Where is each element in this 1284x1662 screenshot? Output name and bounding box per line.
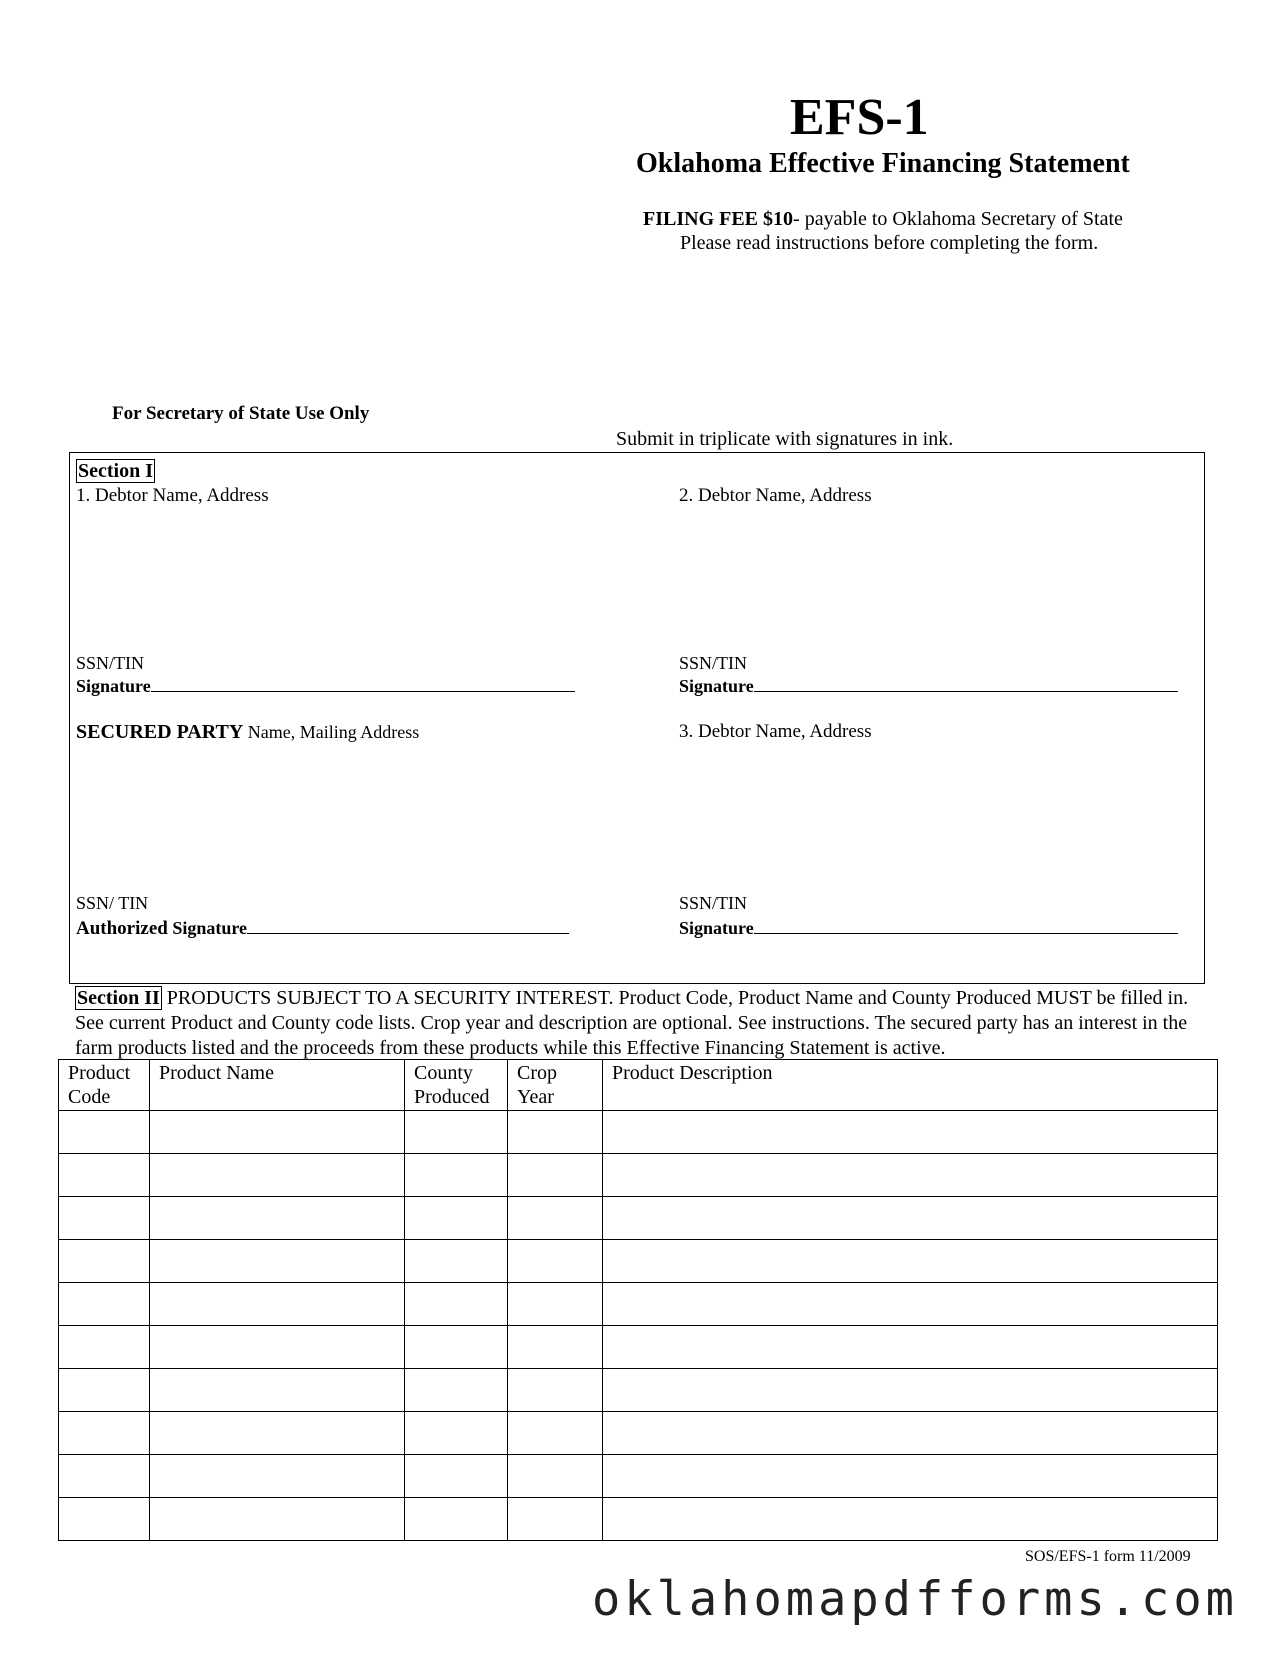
crop-year-cell[interactable] <box>508 1154 603 1197</box>
table-row <box>59 1240 1218 1283</box>
county-produced-cell[interactable] <box>405 1111 508 1154</box>
product-name-cell[interactable] <box>150 1197 405 1240</box>
product-description-cell[interactable] <box>603 1412 1218 1455</box>
product-description-cell[interactable] <box>603 1240 1218 1283</box>
county-produced-cell[interactable] <box>405 1154 508 1197</box>
debtor-2-signature-label: Signature <box>679 676 754 696</box>
product-code-cell[interactable] <box>59 1412 150 1455</box>
product-code-cell[interactable] <box>59 1498 150 1541</box>
secured-party-label <box>76 721 419 744</box>
county-produced-cell[interactable] <box>405 1197 508 1240</box>
crop-year-header: Crop Year <box>508 1060 603 1111</box>
crop-year-cell[interactable] <box>508 1326 603 1369</box>
product-description-cell[interactable] <box>603 1326 1218 1369</box>
secured-party-subheading: Name, Mailing Address <box>243 722 420 742</box>
table-row <box>59 1326 1218 1369</box>
instructions-note: Please read instructions before completing the form. <box>680 232 1099 254</box>
county-produced-cell[interactable] <box>405 1455 508 1498</box>
table-row <box>59 1283 1218 1326</box>
product-name-cell[interactable] <box>150 1369 405 1412</box>
table-row <box>59 1498 1218 1541</box>
authorized-signature-label: Signature <box>167 918 248 938</box>
debtor-1-signature-row <box>76 675 575 697</box>
sos-use-only-label: For Secretary of State Use Only <box>112 403 370 424</box>
section-2-label: Section II <box>77 987 160 1009</box>
crop-year-cell[interactable] <box>508 1498 603 1541</box>
county-produced-cell[interactable] <box>405 1369 508 1412</box>
form-version: SOS/EFS-1 form 11/2009 <box>1025 1548 1191 1565</box>
product-description-cell[interactable] <box>603 1455 1218 1498</box>
products-table-header <box>59 1060 1218 1111</box>
authorized-signature-row <box>76 917 569 940</box>
crop-year-cell[interactable] <box>508 1240 603 1283</box>
section-2-intro <box>75 986 1205 1061</box>
product-description-cell[interactable] <box>603 1197 1218 1240</box>
crop-year-cell[interactable] <box>508 1111 603 1154</box>
debtor-1-ssn-label: SSN/TIN <box>76 653 145 673</box>
product-name-header: Product Name <box>150 1060 405 1111</box>
authorized-label: Authorized <box>76 918 168 939</box>
crop-year-cell[interactable] <box>508 1455 603 1498</box>
crop-year-cell[interactable] <box>508 1197 603 1240</box>
section-1-box <box>69 452 1205 984</box>
product-code-cell[interactable] <box>59 1197 150 1240</box>
table-row <box>59 1369 1218 1412</box>
county-produced-cell[interactable] <box>405 1240 508 1283</box>
product-description-cell[interactable] <box>603 1498 1218 1541</box>
debtor-3-signature-row <box>679 917 1178 939</box>
product-name-cell[interactable] <box>150 1283 405 1326</box>
product-description-cell[interactable] <box>603 1111 1218 1154</box>
county-produced-cell[interactable] <box>405 1326 508 1369</box>
authorized-signature-line[interactable] <box>247 917 569 934</box>
debtor-3-signature-line[interactable] <box>754 917 1178 934</box>
debtor-3-label: 3. Debtor Name, Address <box>679 721 872 742</box>
product-code-cell[interactable] <box>59 1326 150 1369</box>
product-description-cell[interactable] <box>603 1369 1218 1412</box>
debtor-2-label: 2. Debtor Name, Address <box>679 485 872 506</box>
secured-party-ssn-label: SSN/ TIN <box>76 893 149 913</box>
debtor-2-ssn-label: SSN/TIN <box>679 653 748 673</box>
debtor-2-signature-line[interactable] <box>754 675 1178 692</box>
product-code-cell[interactable] <box>59 1111 150 1154</box>
product-code-cell[interactable] <box>59 1455 150 1498</box>
product-name-cell[interactable] <box>150 1455 405 1498</box>
debtor-1-signature-line[interactable] <box>151 675 575 692</box>
product-code-cell[interactable] <box>59 1154 150 1197</box>
product-name-cell[interactable] <box>150 1412 405 1455</box>
county-produced-cell[interactable] <box>405 1412 508 1455</box>
product-code-cell[interactable] <box>59 1240 150 1283</box>
crop-year-cell[interactable] <box>508 1283 603 1326</box>
product-name-cell[interactable] <box>150 1326 405 1369</box>
product-name-cell[interactable] <box>150 1111 405 1154</box>
crop-year-cell[interactable] <box>508 1412 603 1455</box>
county-produced-cell[interactable] <box>405 1283 508 1326</box>
product-name-cell[interactable] <box>150 1240 405 1283</box>
debtor-1-label: 1. Debtor Name, Address <box>76 485 269 506</box>
table-row <box>59 1111 1218 1154</box>
table-row <box>59 1154 1218 1197</box>
table-row <box>59 1197 1218 1240</box>
crop-year-cell[interactable] <box>508 1369 603 1412</box>
debtor-2-signature-row <box>679 675 1178 697</box>
product-code-cell[interactable] <box>59 1369 150 1412</box>
filing-fee-payee: - payable to Oklahoma Secretary of State <box>793 208 1123 230</box>
debtor-3-signature-label: Signature <box>679 918 754 938</box>
product-description-cell[interactable] <box>603 1154 1218 1197</box>
county-produced-cell[interactable] <box>405 1498 508 1541</box>
filing-fee-amount: FILING FEE $10 <box>643 208 794 230</box>
form-title: Oklahoma Effective Financing Statement <box>636 148 1130 179</box>
county-produced-header: County Produced <box>405 1060 508 1111</box>
product-code-cell[interactable] <box>59 1283 150 1326</box>
product-description-cell[interactable] <box>603 1283 1218 1326</box>
products-table <box>58 1059 1218 1541</box>
section-1-label: Section I <box>78 460 153 482</box>
debtor-1-signature-label: Signature <box>76 676 151 696</box>
filing-fee-line <box>643 208 1123 231</box>
product-name-cell[interactable] <box>150 1498 405 1541</box>
watermark: oklahomapdfforms.com <box>592 1572 1238 1627</box>
product-name-cell[interactable] <box>150 1154 405 1197</box>
secured-party-heading: SECURED PARTY <box>76 721 244 743</box>
table-row <box>59 1412 1218 1455</box>
table-row <box>59 1455 1218 1498</box>
debtor-3-ssn-label: SSN/TIN <box>679 893 748 913</box>
submit-note: Submit in triplicate with signatures in ink. <box>616 428 954 450</box>
product-code-header: Product Code <box>59 1060 150 1111</box>
form-code: EFS-1 <box>790 89 929 146</box>
section-2-text: PRODUCTS SUBJECT TO A SECURITY INTEREST. Product Code, Product Name and County Produced MUST be filled in. See current Product and County code lists. Crop year and description are optional. See instructions. The secured party has an interest in the farm products listed and the proceeds from these products while this Effective Financing Statement is active. <box>75 987 1189 1059</box>
product-description-header: Product Description <box>603 1060 1218 1111</box>
